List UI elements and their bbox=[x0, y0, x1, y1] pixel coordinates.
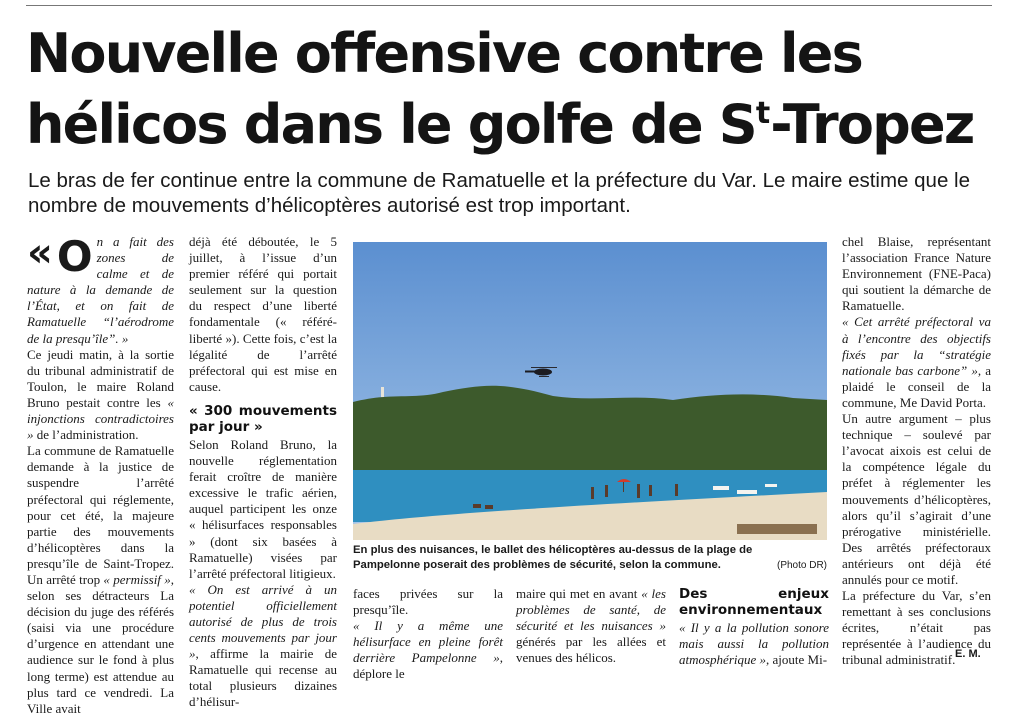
column-4 bbox=[516, 586, 666, 666]
beach-helicopter-photo bbox=[353, 242, 827, 540]
paragraph-quote: « Il y a la pollution sonore mais aussi la pollution atmosphérique » bbox=[679, 620, 829, 668]
paragraph-text: Un autre argument – plus technique – soulevé par l’avocat aixois est celui de la compétence légale du préfet à réglementer les mouvements d’hélicoptères, alors qu’il s’agirait d’une prérogative ministérielle. Des arrêtés préfectoraux antérieurs ont déjà été annulés pour ce motif. bbox=[842, 411, 991, 587]
caption-text: En plus des nuisances, le ballet des hélicoptères au-dessus de la plage de Pampelonne poserait des problèmes de sécurité, selon la commune. bbox=[353, 544, 753, 571]
drop-cap: O bbox=[56, 232, 93, 281]
column-6 bbox=[842, 234, 991, 669]
paragraph-text: maire qui met en avant bbox=[516, 586, 638, 601]
photo-illustration bbox=[353, 242, 827, 540]
wooden-fence bbox=[737, 524, 817, 534]
paragraph-quote: « On est arrivé à un potentiel officiellement autorisé de plus de trois cents mouvements par jour » bbox=[189, 581, 337, 662]
paragraph-text: déjà été déboutée, le 5 juillet, à l’issue d’un premier référé qui portait seulement sur la question du respect d’une liberté fondamentale (« référé-liberté »). Cette fois, c’est la légalité de l’arrêté préfectoral qui est mise en cause. bbox=[189, 234, 337, 394]
headline-line-2-end: -Tropez bbox=[770, 93, 974, 156]
photo-credit: (Photo DR) bbox=[776, 560, 827, 571]
paragraph-text: Ce jeudi matin, à la sortie du tribunal administratif de Toulon, le maire Roland Bruno pestait contre les bbox=[27, 346, 174, 410]
paragraph-text: , a plaidé le conseil de la commune, Me David Porta. bbox=[842, 362, 991, 410]
subheading-enjeux: Des enjeux environnementaux bbox=[679, 586, 829, 618]
headline-superscript: t bbox=[755, 96, 771, 131]
author-signature: E. M. bbox=[955, 648, 981, 660]
wooded-hill bbox=[353, 386, 827, 477]
paragraph-quote: « permissif » bbox=[103, 571, 171, 587]
headline bbox=[26, 24, 996, 155]
column-1 bbox=[27, 230, 175, 717]
paragraph-text: La commune de Ramatuelle demande à la justice de suspendre l’arrêté préfectoral qui réglemente, pour cet été, la majeure partie des mouvements d’hélicoptères dans la presqu’île de Saint-Tropez. Un arrêté trop bbox=[27, 443, 174, 587]
paragraph-text: , ajoute Mi- bbox=[766, 652, 828, 668]
paragraph-text: générés par les allées et venues des hélicos. bbox=[516, 634, 666, 666]
paragraph-quote: « Il y a même une hélisurface en pleine forêt derrière Pampelonne » bbox=[353, 618, 503, 666]
photo-caption bbox=[353, 543, 827, 573]
column-5 bbox=[679, 586, 829, 668]
subheading-300-mouvements: « 300 mouvements par jour » bbox=[189, 402, 337, 435]
paragraph-quote: « les problèmes de santé, de sécurité et les nuisances » bbox=[516, 586, 666, 634]
lede: Le bras de fer continue entre la commune de Ramatuelle et la préfecture du Var. Le maire estime que le nombre de mouvements d’hélicoptères autorisé est trop important. bbox=[28, 169, 971, 217]
paragraph-text: chel Blaise, représentant l’association France Nature Environnement (FNE-Paca) qui soutient la démarche de Ramatuelle. bbox=[842, 234, 991, 314]
paragraph-quote: « injonctions contradictoires » bbox=[27, 394, 175, 443]
paragraph-text: Selon Roland Bruno, la nouvelle réglementation ferait croître de manière excessive le trafic aérien, auquel participent les onze « hélisurfaces responsables » (dont six basées à Ramatuelle) visées par l’arrêté préfectoral litigieux. bbox=[189, 436, 337, 581]
paragraph-text: , déplore le bbox=[353, 650, 503, 682]
column-2 bbox=[189, 234, 337, 711]
paragraph-quote: « Cet arrêté préfectoral va à l’encontre des objectifs fixés par la “stratégie nationale bas carbone” » bbox=[842, 314, 991, 378]
headline-line-2-start: hélicos dans le golfe de S bbox=[26, 93, 756, 156]
paragraph-text: La préfecture du Var, s’en remettant à ses conclusions écrites, n’était pas représentée à l’audience du tribunal administratif. bbox=[842, 588, 991, 668]
paragraph-text: , affirme la mairie de Ramatuelle qui recense au total plusieurs dizaines d’hélisur- bbox=[189, 646, 337, 710]
paragraph-text: , selon ses détracteurs La décision du juge des référés (saisi via une procédure d’urgence en attendant une audience sur le fond à plus long terme) est attendue au plus tard ce vendredi. La Ville avait bbox=[27, 571, 175, 716]
drop-quote-mark: « bbox=[27, 230, 53, 276]
paragraph-text: de l’administration. bbox=[36, 427, 139, 443]
column-3 bbox=[353, 586, 503, 683]
lighthouse bbox=[381, 387, 384, 397]
top-rule bbox=[26, 5, 992, 6]
opening-quote: n a fait des zones de calme et de nature à la demande de l’État, et on fait de Ramatuelle “l’aérodrome de la presqu’île”. » bbox=[27, 234, 174, 346]
paragraph-text: faces privées sur la presqu’île. bbox=[353, 586, 503, 618]
headline-line-1: Nouvelle offensive contre les bbox=[26, 22, 862, 85]
